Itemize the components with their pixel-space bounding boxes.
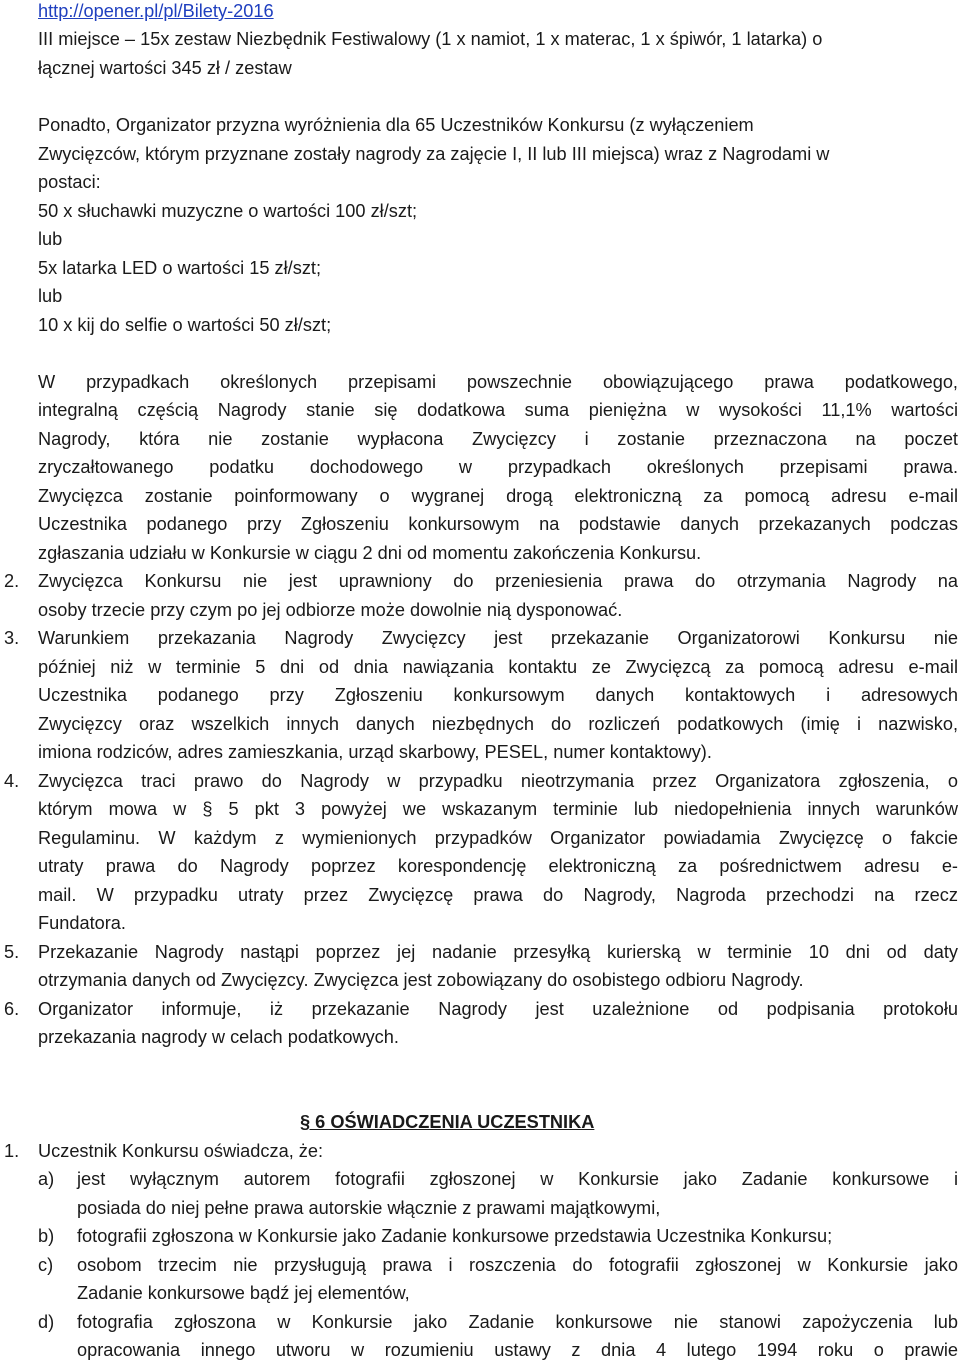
distinctions-line3: postaci: <box>38 172 101 192</box>
distinctions-line4: 50 x słuchawki muzyczne o wartości 100 zł/szt; <box>38 201 418 221</box>
tickets-link[interactable]: http://opener.pl/pl/Bilety-2016 <box>38 1 274 21</box>
prize3-line1: III miejsce – 15x zestaw Niezbędnik Festiwalowy (1 x namiot, 1 x materac, 1 x śpiwór, 1 latarka) o <box>38 29 823 49</box>
item-number: 4. <box>4 771 20 791</box>
item-number: 6. <box>4 999 20 1019</box>
item4-line5: mail. W przypadku utraty przez Zwycięzcę prawa do Nagrody, Nagroda przechodzi na rzecz <box>38 885 958 905</box>
distinctions-line5: lub <box>38 229 63 249</box>
distinctions-line7: lub <box>38 286 63 306</box>
tax-line3: Nagrody, która nie zostanie wypłacona Zwycięzcy i zostanie przeznaczona na poczet <box>38 429 958 449</box>
item3-line2: później niż w terminie 5 dni od dnia nawiązania kontaktu ze Zwycięzcą za pomocą adresu e-mail <box>38 657 958 677</box>
item3-line5: imiona rodziców, adres zamieszkania, urząd skarbowy, PESEL, numer kontaktowy). <box>38 742 712 762</box>
subitem-a-line1: jest wyłącznym autorem fotografii zgłoszonej w Konkursie jako Zadanie konkursowe i <box>77 1169 958 1189</box>
distinctions-line1: Ponadto, Organizator przyzna wyróżnienia dla 65 Uczestników Konkursu (z wyłączeniem <box>38 115 754 135</box>
section-heading: § 6 OŚWIADCZENIA UCZESTNIKA <box>300 1112 595 1132</box>
distinctions-line2: Zwycięzców, którym przyznane zostały nagrody za zajęcie I, II lub III miejsca) wraz z Nagrodami w <box>38 144 830 164</box>
subitem-letter: c) <box>38 1255 54 1275</box>
item3-line1: Warunkiem przekazania Nagrody Zwycięzcy jest przekazanie Organizatorowi Konkursu nie <box>38 628 958 648</box>
item-number: 1. <box>4 1141 20 1161</box>
tax-line6: Uczestnika podanego przy Zgłoszeniu konkursowym na podstawie danych przekazanych podczas <box>38 514 958 534</box>
item4-line6: Fundatora. <box>38 913 126 933</box>
subitem-c-line1: osobom trzecim nie przysługują prawa i roszczenia do fotografii zgłoszonej w Konkursie jako <box>77 1255 958 1275</box>
item2-line1: Zwycięzca Konkursu nie jest uprawniony do przeniesienia prawa do otrzymania Nagrody na <box>38 571 958 591</box>
tax-line4: zryczałtowanego podatku dochodowego w przypadkach określonych przepisami prawa. <box>38 457 958 477</box>
subitem-letter: a) <box>38 1169 55 1189</box>
item2-line2: osoby trzecie przy czym po jej odbiorze może dowolnie nią dysponować. <box>38 600 623 620</box>
item4-line2: którym mowa w § 5 pkt 3 powyżej we wskazanym terminie lub niedopełnienia innych warunków <box>38 799 958 819</box>
item3-line4: Zwycięzcy oraz wszelkich innych danych niezbędnych do rozliczeń podatkowych (imię i nazwisko, <box>38 714 958 734</box>
tax-line7: zgłaszania udziału w Konkursie w ciągu 2 dni od momentu zakończenia Konkursu. <box>38 543 702 563</box>
subitem-b-line1: fotografii zgłoszona w Konkursie jako Zadanie konkursowe przedstawia Uczestnika Konkursu; <box>77 1226 833 1246</box>
item4-line3: Regulaminu. W każdym z wymienionych przypadków Organizator powiadamia Zwycięzcę o fakcie <box>38 828 958 848</box>
item-number: 5. <box>4 942 20 962</box>
tax-line2: integralną częścią Nagrody stanie się dodatkowa suma pieniężna w wysokości 11,1% wartości <box>38 400 958 420</box>
item6-line2: przekazania nagrody w celach podatkowych. <box>38 1027 399 1047</box>
tax-line1: W przypadkach określonych przepisami powszechnie obowiązującego prawa podatkowego, <box>38 372 958 392</box>
tax-line5: Zwycięzca zostanie poinformowany o wygranej drogą elektroniczną za pomocą adresu e-mail <box>38 486 958 506</box>
item5-line1: Przekazanie Nagrody nastąpi poprzez jej nadanie przesyłką kurierską w terminie 10 dni od daty <box>38 942 958 962</box>
item-number: 2. <box>4 571 20 591</box>
item4-line4: utraty prawa do Nagrody poprzez korespondencję elektroniczną za pośrednictwem adresu e- <box>38 856 958 876</box>
item6-line1: Organizator informuje, iż przekazanie Nagrody jest uzależnione od podpisania protokołu <box>38 999 958 1019</box>
subitem-c-line2: Zadanie konkursowe bądź jej elementów, <box>77 1283 410 1303</box>
subitem-d-line2: opracowania innego utworu w rozumieniu ustawy z dnia 4 lutego 1994 roku o prawie <box>77 1340 958 1360</box>
subitem-letter: d) <box>38 1312 55 1332</box>
item-number: 3. <box>4 628 20 648</box>
item3-line3: Uczestnika podanego przy Zgłoszeniu konkursowym danych kontaktowych i adresowych <box>38 685 958 705</box>
subitem-a-line2: posiada do niej pełne prawa autorskie włącznie z prawami majątkowymi, <box>77 1198 661 1218</box>
subitem-d-line1: fotografia zgłoszona w Konkursie jako Zadanie konkursowe nie stanowi zapożyczenia lub <box>77 1312 958 1332</box>
item5-line2: otrzymania danych od Zwycięzcy. Zwycięzca jest zobowiązany do osobistego odbioru Nagrody. <box>38 970 804 990</box>
item4-line1: Zwycięzca traci prawo do Nagrody w przypadku nieotrzymania przez Organizatora zgłoszenia, o <box>38 771 958 791</box>
distinctions-line8: 10 x kij do selfie o wartości 50 zł/szt; <box>38 315 332 335</box>
subitem-letter: b) <box>38 1226 55 1246</box>
declaration-intro: Uczestnik Konkursu oświadcza, że: <box>38 1141 324 1161</box>
prize3-line2: łącznej wartości 345 zł / zestaw <box>38 58 292 78</box>
distinctions-line6: 5x latarka LED o wartości 15 zł/szt; <box>38 258 322 278</box>
